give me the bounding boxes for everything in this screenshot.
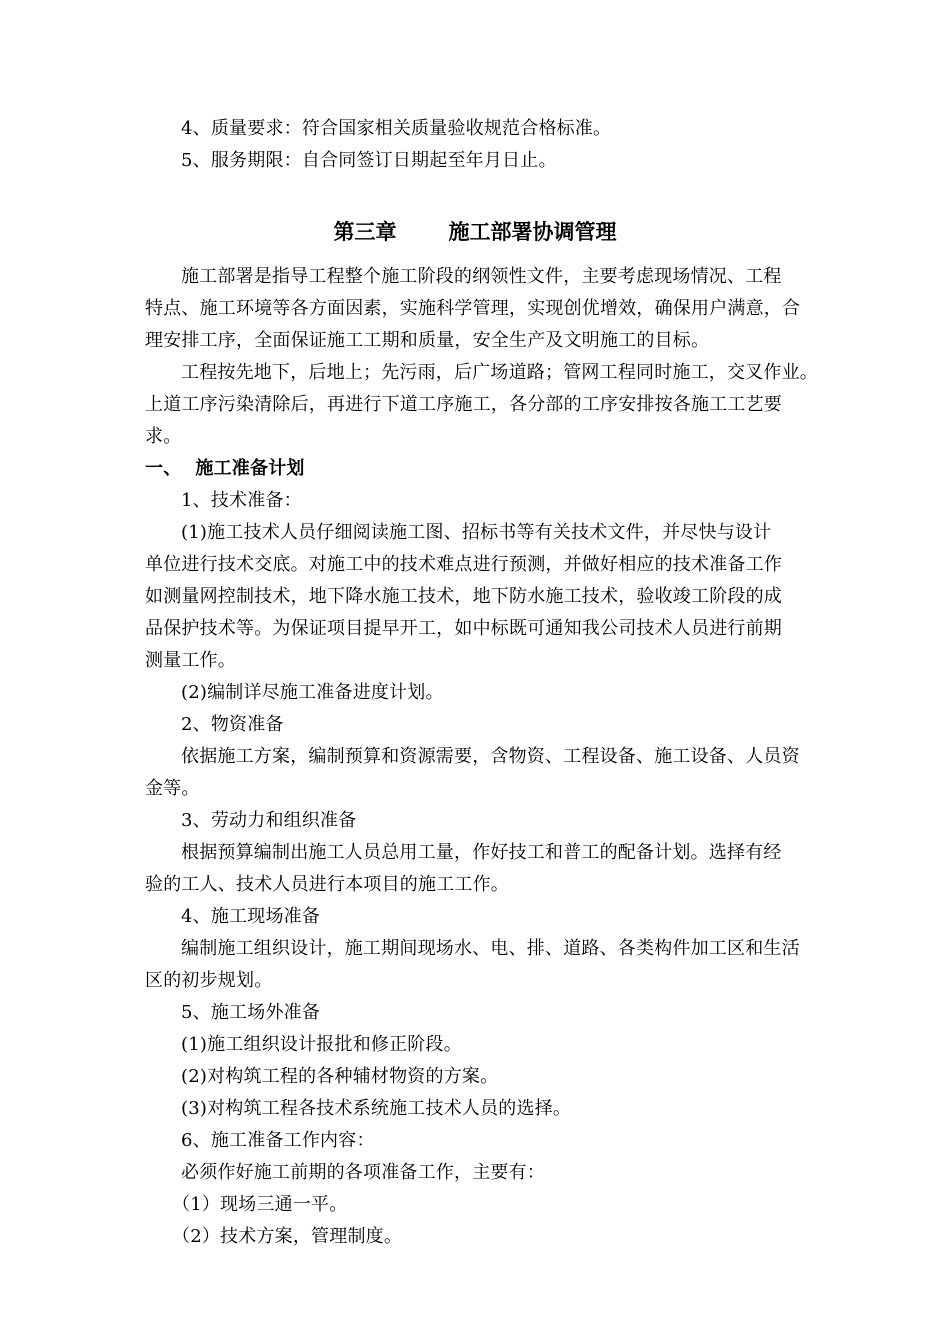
paragraph-line: 测量工作。 bbox=[145, 650, 236, 671]
paragraph-line: 工程按先地下，后地上；先污雨，后广场道路；管网工程同时施工，交叉作业。 bbox=[181, 362, 818, 383]
subsection-heading: 3、劳动力和组织准备 bbox=[181, 810, 357, 831]
paragraph-line: 特点、施工环境等各方面因素，实施科学管理，实现创优增效，确保用户满意，合 bbox=[145, 298, 801, 319]
subsection-heading: 4、施工现场准备 bbox=[181, 906, 321, 927]
paragraph-line: 如测量网控制技术，地下降水施工技术，地下防水施工技术，验收竣工阶段的成 bbox=[145, 586, 782, 607]
subsection-heading: 2、物资准备 bbox=[181, 714, 284, 735]
list-item: (2)对构筑工程的各种辅材物资的方案。 bbox=[181, 1066, 499, 1087]
chapter-name: 施工部署协调管理 bbox=[448, 219, 617, 244]
paragraph-line: (1)施工技术人员仔细阅读施工图、招标书等有关技术文件，并尽快与设计 bbox=[181, 522, 772, 543]
list-item: （2）技术方案，管理制度。 bbox=[172, 1226, 403, 1247]
section-number: 一、 bbox=[145, 458, 182, 479]
paragraph-line: 验的工人、技术人员进行本项目的施工工作。 bbox=[145, 874, 509, 895]
list-item: （1）现场三通一平。 bbox=[172, 1194, 348, 1215]
subsection-heading: 5、施工场外准备 bbox=[181, 1002, 321, 1023]
paragraph-line: 上道工序污染清除后，再进行下道工序施工，各分部的工序安排按各施工工艺要 bbox=[145, 394, 782, 415]
subsection-heading: 1、技术准备： bbox=[181, 490, 302, 511]
list-item: (3)对构筑工程各技术系统施工技术人员的选择。 bbox=[181, 1098, 572, 1119]
paragraph-line: 金等。 bbox=[145, 778, 200, 799]
section-heading bbox=[145, 453, 305, 485]
paragraph-line: 编制施工组织设计，施工期间现场水、电、排、道路、各类构件加工区和生活 bbox=[181, 938, 800, 959]
list-item: (1)施工组织设计报批和修正阶段。 bbox=[181, 1034, 462, 1055]
paragraph-line: 依据施工方案，编制预算和资源需要，含物资、工程设备、施工设备、人员资 bbox=[181, 746, 800, 767]
paragraph-line: 必须作好施工前期的各项准备工作，主要有： bbox=[181, 1162, 545, 1183]
quality-requirement-line: 4、质量要求：符合国家相关质量验收规范合格标准。 bbox=[181, 118, 612, 139]
subsection-heading: 6、施工准备工作内容： bbox=[181, 1130, 375, 1151]
chapter-number: 第三章 bbox=[333, 219, 397, 244]
paragraph-line: 品保护技术等。为保证项目提早开工，如中标既可通知我公司技术人员进行前期 bbox=[145, 618, 782, 639]
section-title: 施工准备计划 bbox=[195, 458, 305, 479]
paragraph-line: 区的初步规划。 bbox=[145, 970, 273, 991]
paragraph-line: (2)编制详尽施工准备进度计划。 bbox=[181, 682, 444, 703]
chapter-title bbox=[0, 214, 950, 250]
service-period-line: 5、服务期限：自合同签订日期起至年月日止。 bbox=[181, 150, 557, 171]
paragraph-line: 理安排工序，全面保证施工工期和质量，安全生产及文明施工的目标。 bbox=[145, 330, 710, 351]
paragraph-line: 求。 bbox=[145, 426, 182, 447]
paragraph-line: 根据预算编制出施工人员总用工量，作好技工和普工的配备计划。选择有经 bbox=[181, 842, 782, 863]
paragraph-line: 单位进行技术交底。对施工中的技术难点进行预测，并做好相应的技术准备工作 bbox=[145, 554, 782, 575]
paragraph-line: 施工部署是指导工程整个施工阶段的纲领性文件，主要考虑现场情况、工程 bbox=[181, 266, 782, 287]
